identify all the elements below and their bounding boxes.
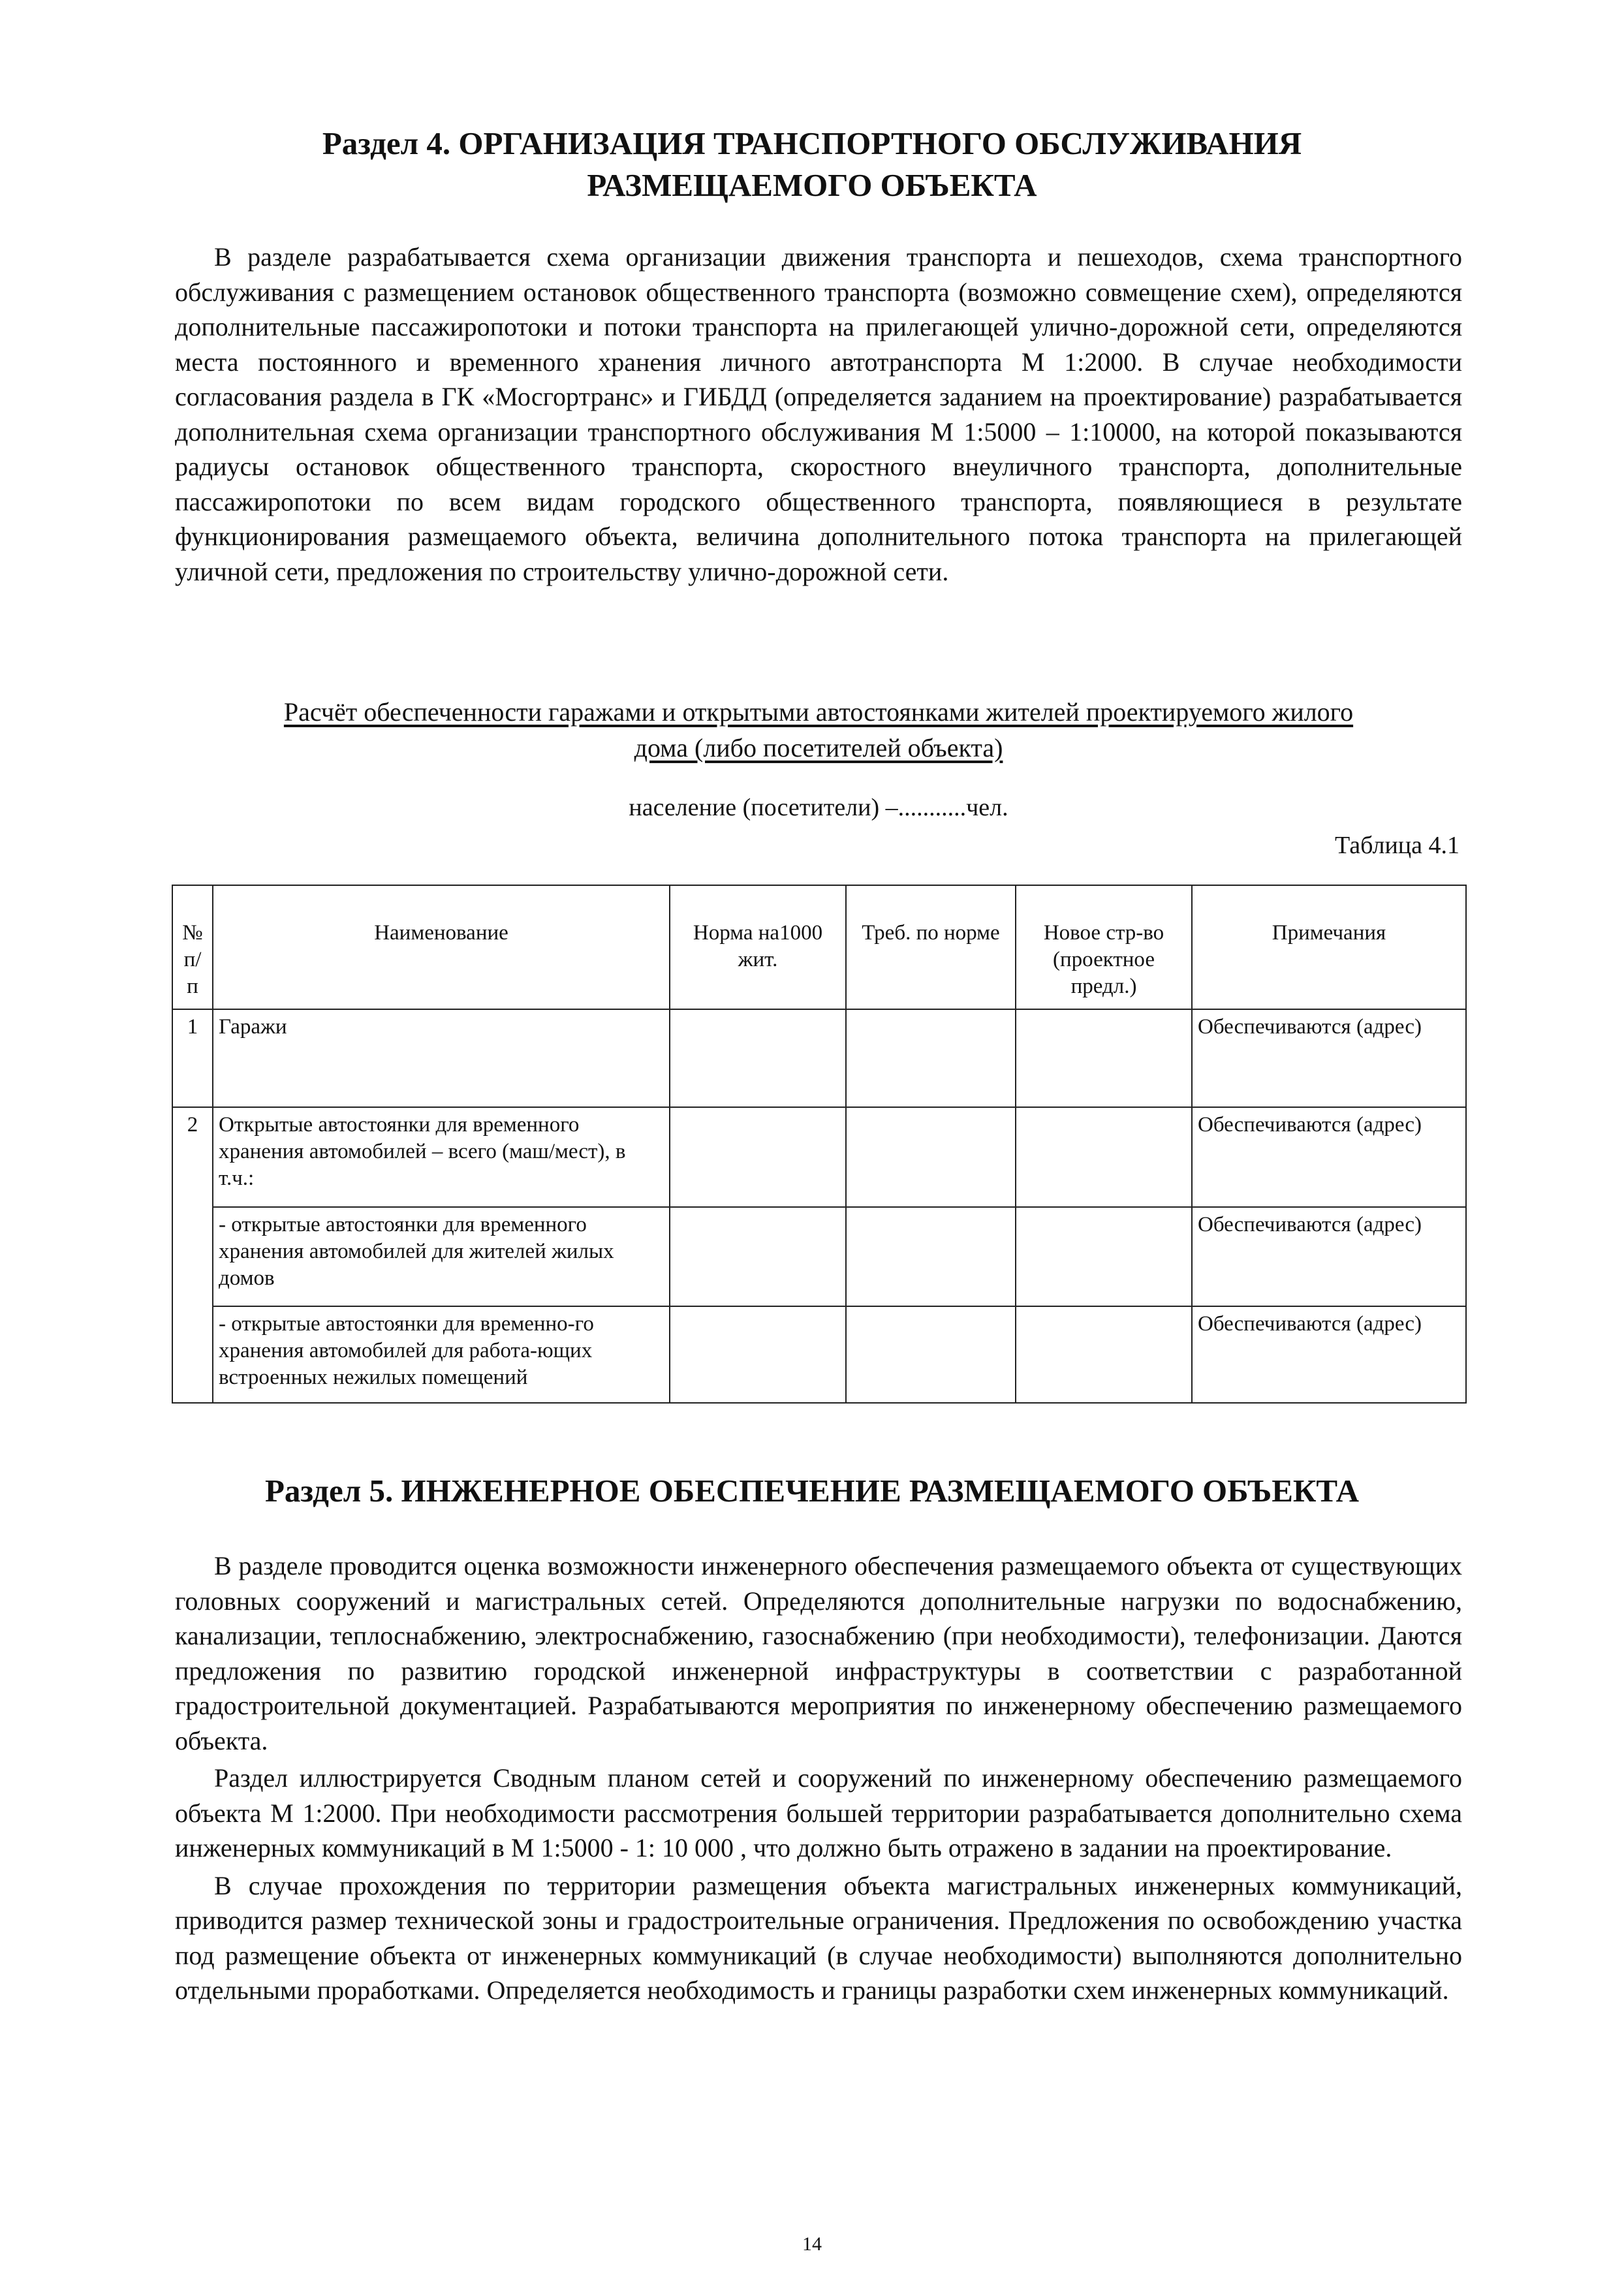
row-name: Открытые автостоянки для временного хранения автомобилей – всего (маш/мест), в т.ч.: — [213, 1107, 670, 1207]
row-required — [846, 1009, 1016, 1107]
row-name: Гаражи — [213, 1009, 670, 1107]
row-notes: Обеспечиваются (адрес) — [1192, 1107, 1466, 1207]
row-norm — [670, 1009, 846, 1107]
row-notes: Обеспечиваются (адрес) — [1192, 1009, 1466, 1107]
row-required — [846, 1207, 1016, 1306]
section-5-paragraph: В случае прохождения по территории размещения объекта магистральных инженерных коммуникаций, приводится размер технической зоны и градостроительные ограничения. Предложения по освобождению участка под размещение объекта от инженерных коммуникаций (в случае необходимости) выполняются дополнительно отдельными проработками. Определяется необходимость и границы разработки схем инженерных коммуникаций. — [175, 1870, 1462, 2005]
section-4-title — [196, 123, 1428, 206]
row-new — [1016, 1207, 1192, 1306]
calculation-title-line-2: дома (либо посетителей объекта) — [634, 733, 1003, 762]
calculation-title — [175, 694, 1462, 766]
row-notes: Обеспечиваются (адрес) — [1192, 1306, 1466, 1403]
header-num: № п/п — [172, 885, 213, 1009]
header-norm: Норма на1000 жит. — [670, 885, 846, 1009]
table-row — [172, 1306, 1466, 1403]
row-norm — [670, 1107, 846, 1207]
population-line: население (посетители) –...........чел. — [629, 794, 1008, 821]
header-required: Треб. по норме — [846, 885, 1016, 1009]
table-row — [172, 1207, 1466, 1306]
section-5-body — [175, 1548, 1462, 2011]
row-name: - открытые автостоянки для временно-го хранения автомобилей для работа-ющих встроенных нежилых помещений — [213, 1306, 670, 1403]
table-caption: Таблица 4.1 — [1334, 832, 1460, 859]
table-header-row — [172, 885, 1466, 1009]
row-norm — [670, 1306, 846, 1403]
page-number: 14 — [802, 2233, 822, 2255]
row-num: 1 — [172, 1009, 213, 1107]
row-norm — [670, 1207, 846, 1306]
section-4-title-line-2: РАЗМЕЩАЕМОГО ОБЪЕКТА — [587, 167, 1037, 203]
header-new-construction: Новое стр-во (проектное предл.) — [1016, 885, 1192, 1009]
parking-table — [172, 885, 1467, 1404]
section-4-title-line-1: Раздел 4. ОРГАНИЗАЦИЯ ТРАНСПОРТНОГО ОБСЛУЖИВАНИЯ — [322, 125, 1302, 161]
calculation-title-line-1: Расчёт обеспеченности гаражами и открытыми автостоянками жителей проектируемого жилого — [283, 697, 1354, 727]
section-5-paragraph: В разделе проводится оценка возможности инженерного обеспечения размещаемого объекта от существующих головных сооружений и магистральных сетей. Определяются дополнительные нагрузки по водоснабжению, канализации, теплоснабжению, электроснабжению, газоснабжению (при необходимости), телефонизации. Даются предложения по развитию городской инженерной инфраструктуры в соответствии с разработанной градостроительной документацией. Разрабатываются мероприятия по инженерному обеспечению размещаемого объекта. — [175, 1551, 1462, 1755]
section-5-title: Раздел 5. ИНЖЕНЕРНОЕ ОБЕСПЕЧЕНИЕ РАЗМЕЩАЕМОГО ОБЪЕКТА — [264, 1473, 1360, 1509]
row-num: 2 — [172, 1107, 213, 1403]
header-name: Наименование — [213, 885, 670, 1009]
row-new — [1016, 1306, 1192, 1403]
table-row — [172, 1107, 1466, 1207]
section-5-paragraph: Раздел иллюстрируется Сводным планом сетей и сооружений по инженерному обеспечению размещаемого объекта М 1:2000. При необходимости рассмотрения большей территории разрабатывается дополнительно схема инженерных коммуникаций в М 1:5000 - 1: 10 000 , что должно быть отражено в задании на проектирование. — [175, 1763, 1462, 1862]
row-notes: Обеспечиваются (адрес) — [1192, 1207, 1466, 1306]
row-name: - открытые автостоянки для временного хранения автомобилей для жителей жилых домов — [213, 1207, 670, 1306]
header-notes: Примечания — [1192, 885, 1466, 1009]
table-row — [172, 1009, 1466, 1107]
row-new — [1016, 1009, 1192, 1107]
section-4-paragraph: В разделе разрабатывается схема организации движения транспорта и пешеходов, схема транспортного обслуживания с размещением остановок общественного транспорта (возможно совмещение схем), определяются дополнительные пассажиропотоки и потоки транспорта на прилегающей улично-дорожной сети, определяются места постоянного и временного хранения личного автотранспорта М 1:2000. В случае необходимости согласования раздела в ГК «Мосгортранс» и ГИБДД (определяется заданием на проектирование) разрабатывается дополнительная схема организации транспортного обслуживания М 1:5000 – 1:10000, на которой показываются радиусы остановок общественного транспорта, скоростного внеуличного транспорта, дополнительные пассажиропотоки по всем видам городского общественного транспорта, появляющиеся в результате функционирования размещаемого объекта, величина дополнительного потока транспорта на прилегающей уличной сети, предложения по строительству улично-дорожной сети. — [175, 242, 1462, 586]
row-required — [846, 1306, 1016, 1403]
row-required — [846, 1107, 1016, 1207]
row-new — [1016, 1107, 1192, 1207]
